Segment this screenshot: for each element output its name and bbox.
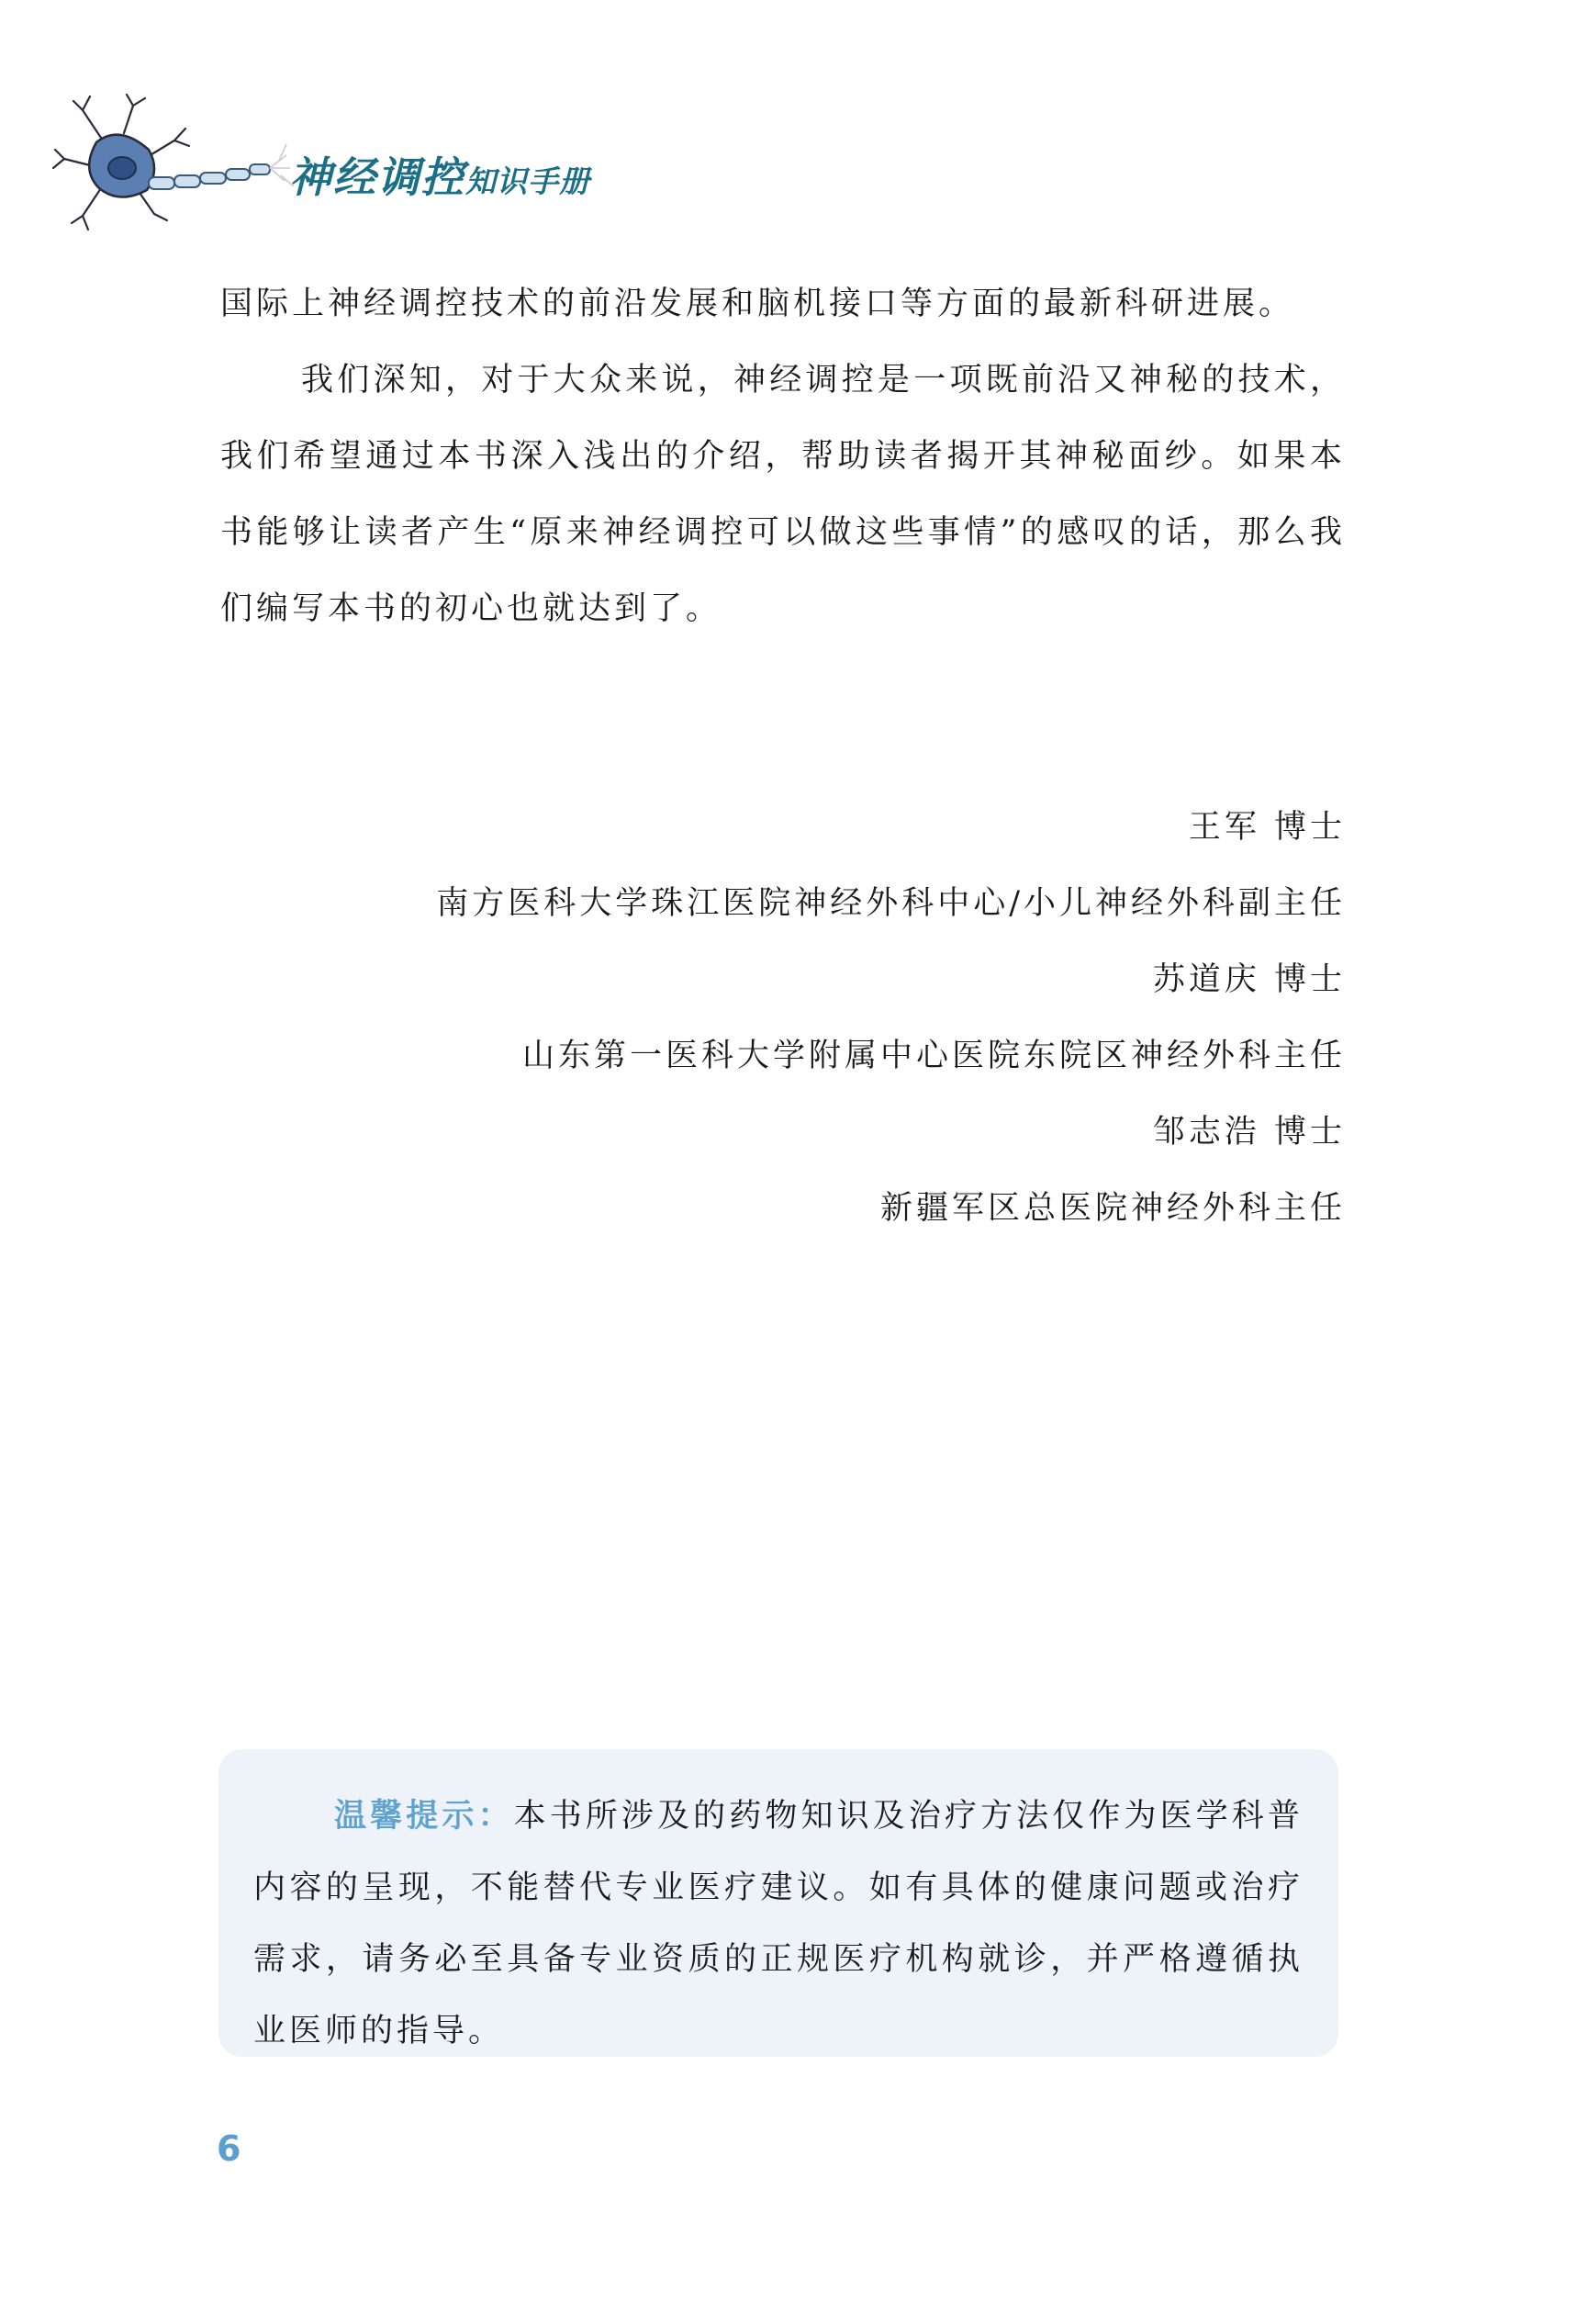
page-number: 6 — [217, 2128, 241, 2169]
paragraph: 国际上神经调控技术的前沿发展和脑机接口等方面的最新科研进展。 — [220, 286, 1295, 322]
book-title-main: 神经调控 — [289, 152, 465, 202]
author-affiliation: 新疆军区总医院神经外科主任 — [879, 1190, 1346, 1227]
tip-text — [253, 1780, 1304, 2067]
book-title-sub: 知识手册 — [465, 163, 590, 199]
tip-body: 本书所涉及的药物知识及治疗方法仅作为医学科普内容的呈现，不能替代专业医疗建议。如有具体的健康问题或治疗需求，请务必至具备专业资质的正规医疗机构就诊，并严格遵循执业医师的指导。 — [253, 1798, 1304, 2049]
tip-label: 温馨提示： — [334, 1798, 514, 1835]
paragraph: 我们深知，对于大众来说，神经调控是一项既前沿又神秘的技术，我们希望通过本书深入浅出的介绍，帮助读者揭开其神秘面纱。如果本书能够让读者产生“原来神经调控可以做这些事情”的感叹的话，那么我们编写本书的初心也就达到了。 — [220, 362, 1346, 627]
neuron-icon — [46, 87, 321, 234]
author-name: 邹志浩 博士 — [1152, 1114, 1346, 1151]
author-signatures — [436, 790, 1346, 1247]
page-header — [46, 87, 780, 234]
book-title — [289, 144, 590, 205]
author-affiliation: 南方医科大学珠江医院神经外科中心/小儿神经外科副主任 — [436, 885, 1346, 922]
author-name: 苏道庆 博士 — [1152, 961, 1346, 998]
author-affiliation: 山东第一医科大学附属中心医院东院区神经外科主任 — [521, 1038, 1346, 1074]
tip-box — [218, 1749, 1338, 2057]
preface-body — [220, 266, 1346, 647]
author-name: 王军 博士 — [1188, 809, 1346, 846]
